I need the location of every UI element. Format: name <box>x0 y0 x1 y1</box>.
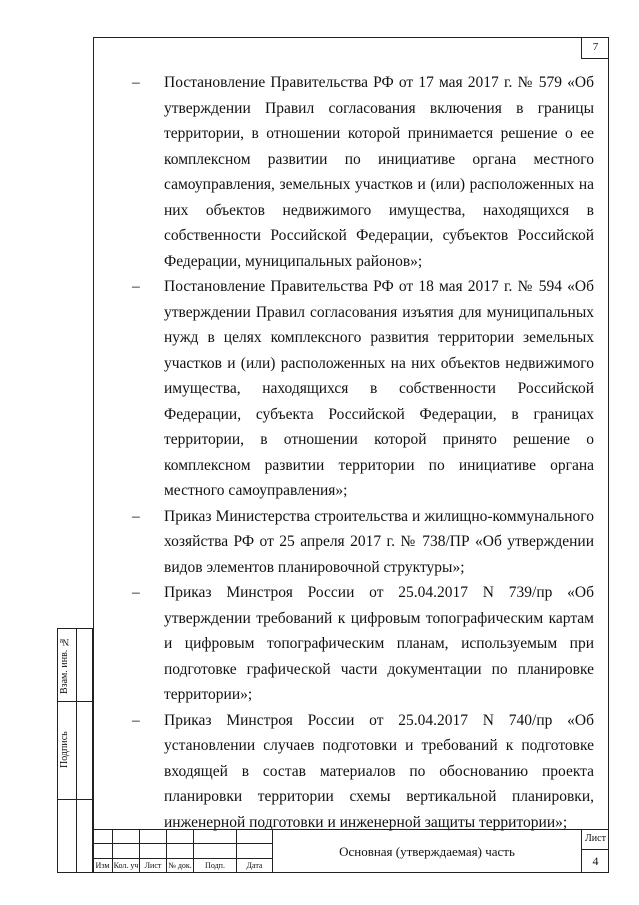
revision-cell <box>167 829 194 844</box>
revision-cell <box>93 829 113 844</box>
title-block <box>93 829 609 873</box>
list-item-text: Постановление Правительства РФ от 17 мая 2017 г. № 579 «Об утверждении Правил согласования включения в границы территории, в отношении которой принимается решение о ее комплексном развитии по инициативе органа местного самоуправления, земельных участков и (или) расположенных на них объектов недвижимого имущества, находящихся в собственности Российской Федерации, субъектов Российской Федерации, муниципальных районов»; <box>164 74 594 270</box>
list-item-text: Приказ Минстроя России от 25.04.2017 N 740/пр «Об установлении случаев подготовки и требований к подготовке входящей в состав материалов по обоснованию проекта планировки территории схемы вертикальной планировки, инженерной подготовки и инженерной защиты территории»; <box>164 711 594 831</box>
column-header-kol-uch: Кол. уч <box>113 859 140 873</box>
list-item-text: Приказ Министерства строительства и жилищно-коммунального хозяйства РФ от 25 апреля 2017 г. № 738/ПР «Об утверждении видов элементов планировочной структуры»; <box>164 507 594 576</box>
signature-label: Подпись <box>59 731 70 769</box>
sheet-number: 4 <box>592 854 599 868</box>
list-dash: – <box>132 711 140 729</box>
revision-cell <box>140 829 167 844</box>
side-stamp-row-line <box>58 799 92 800</box>
list-dash: – <box>132 584 140 601</box>
list-item <box>132 274 594 504</box>
list-dash: – <box>132 278 140 295</box>
column-header-izm: Изм <box>93 859 113 873</box>
revision-cell <box>93 844 113 859</box>
column-header-list: Лист <box>140 859 167 873</box>
column-header-date: Дата <box>237 859 273 873</box>
list-dash: – <box>132 507 140 525</box>
side-stamp-divider <box>76 629 77 872</box>
column-header-doc-number: № док. <box>167 859 194 873</box>
list-item <box>132 504 594 581</box>
page-top-number: 7 <box>581 37 609 59</box>
list-item <box>132 70 594 274</box>
side-stamp-row-line <box>58 701 92 702</box>
revision-cell <box>194 829 237 844</box>
list-dash: – <box>132 74 140 91</box>
revision-table <box>93 829 273 873</box>
list-item <box>132 580 594 708</box>
side-stamp <box>57 628 93 873</box>
revision-cell <box>113 829 140 844</box>
column-header-signature: Подп. <box>194 859 237 873</box>
revision-cell <box>167 844 194 859</box>
revision-cell <box>194 844 237 859</box>
list-item-text: Приказ Минстроя России от 25.04.2017 N 739/пр «Об утверждении требований к цифровым топографическим картам и цифровым топографическим планам, используемым при подготовке графической части документации по планировке территории»; <box>164 584 594 703</box>
document-section-title: Основная (утверждаемая) часть <box>339 844 515 859</box>
revision-cell <box>237 844 273 859</box>
revision-cell <box>113 844 140 859</box>
document-body <box>132 70 594 835</box>
list-item <box>132 708 594 836</box>
revision-cell <box>237 829 273 844</box>
list-item-text: Постановление Правительства РФ от 18 мая 2017 г. № 594 «Об утверждении Правил согласования изъятия для муниципальных нужд в целях комплексного развития территории земельных участков и (или) расположенных на них объектов недвижимого имущества, находящихся в собственности Российской Федерации, субъекта Российской Федерации, в границах территории, в отношении которой принято решение о комплексном развитии территории по инициативе органа местного самоуправления»; <box>164 278 594 499</box>
sheet-label: Лист <box>582 829 609 850</box>
revision-cell <box>140 844 167 859</box>
replacement-inventory-label: Взам. инв. № <box>59 636 70 694</box>
sheet-box <box>581 829 609 873</box>
